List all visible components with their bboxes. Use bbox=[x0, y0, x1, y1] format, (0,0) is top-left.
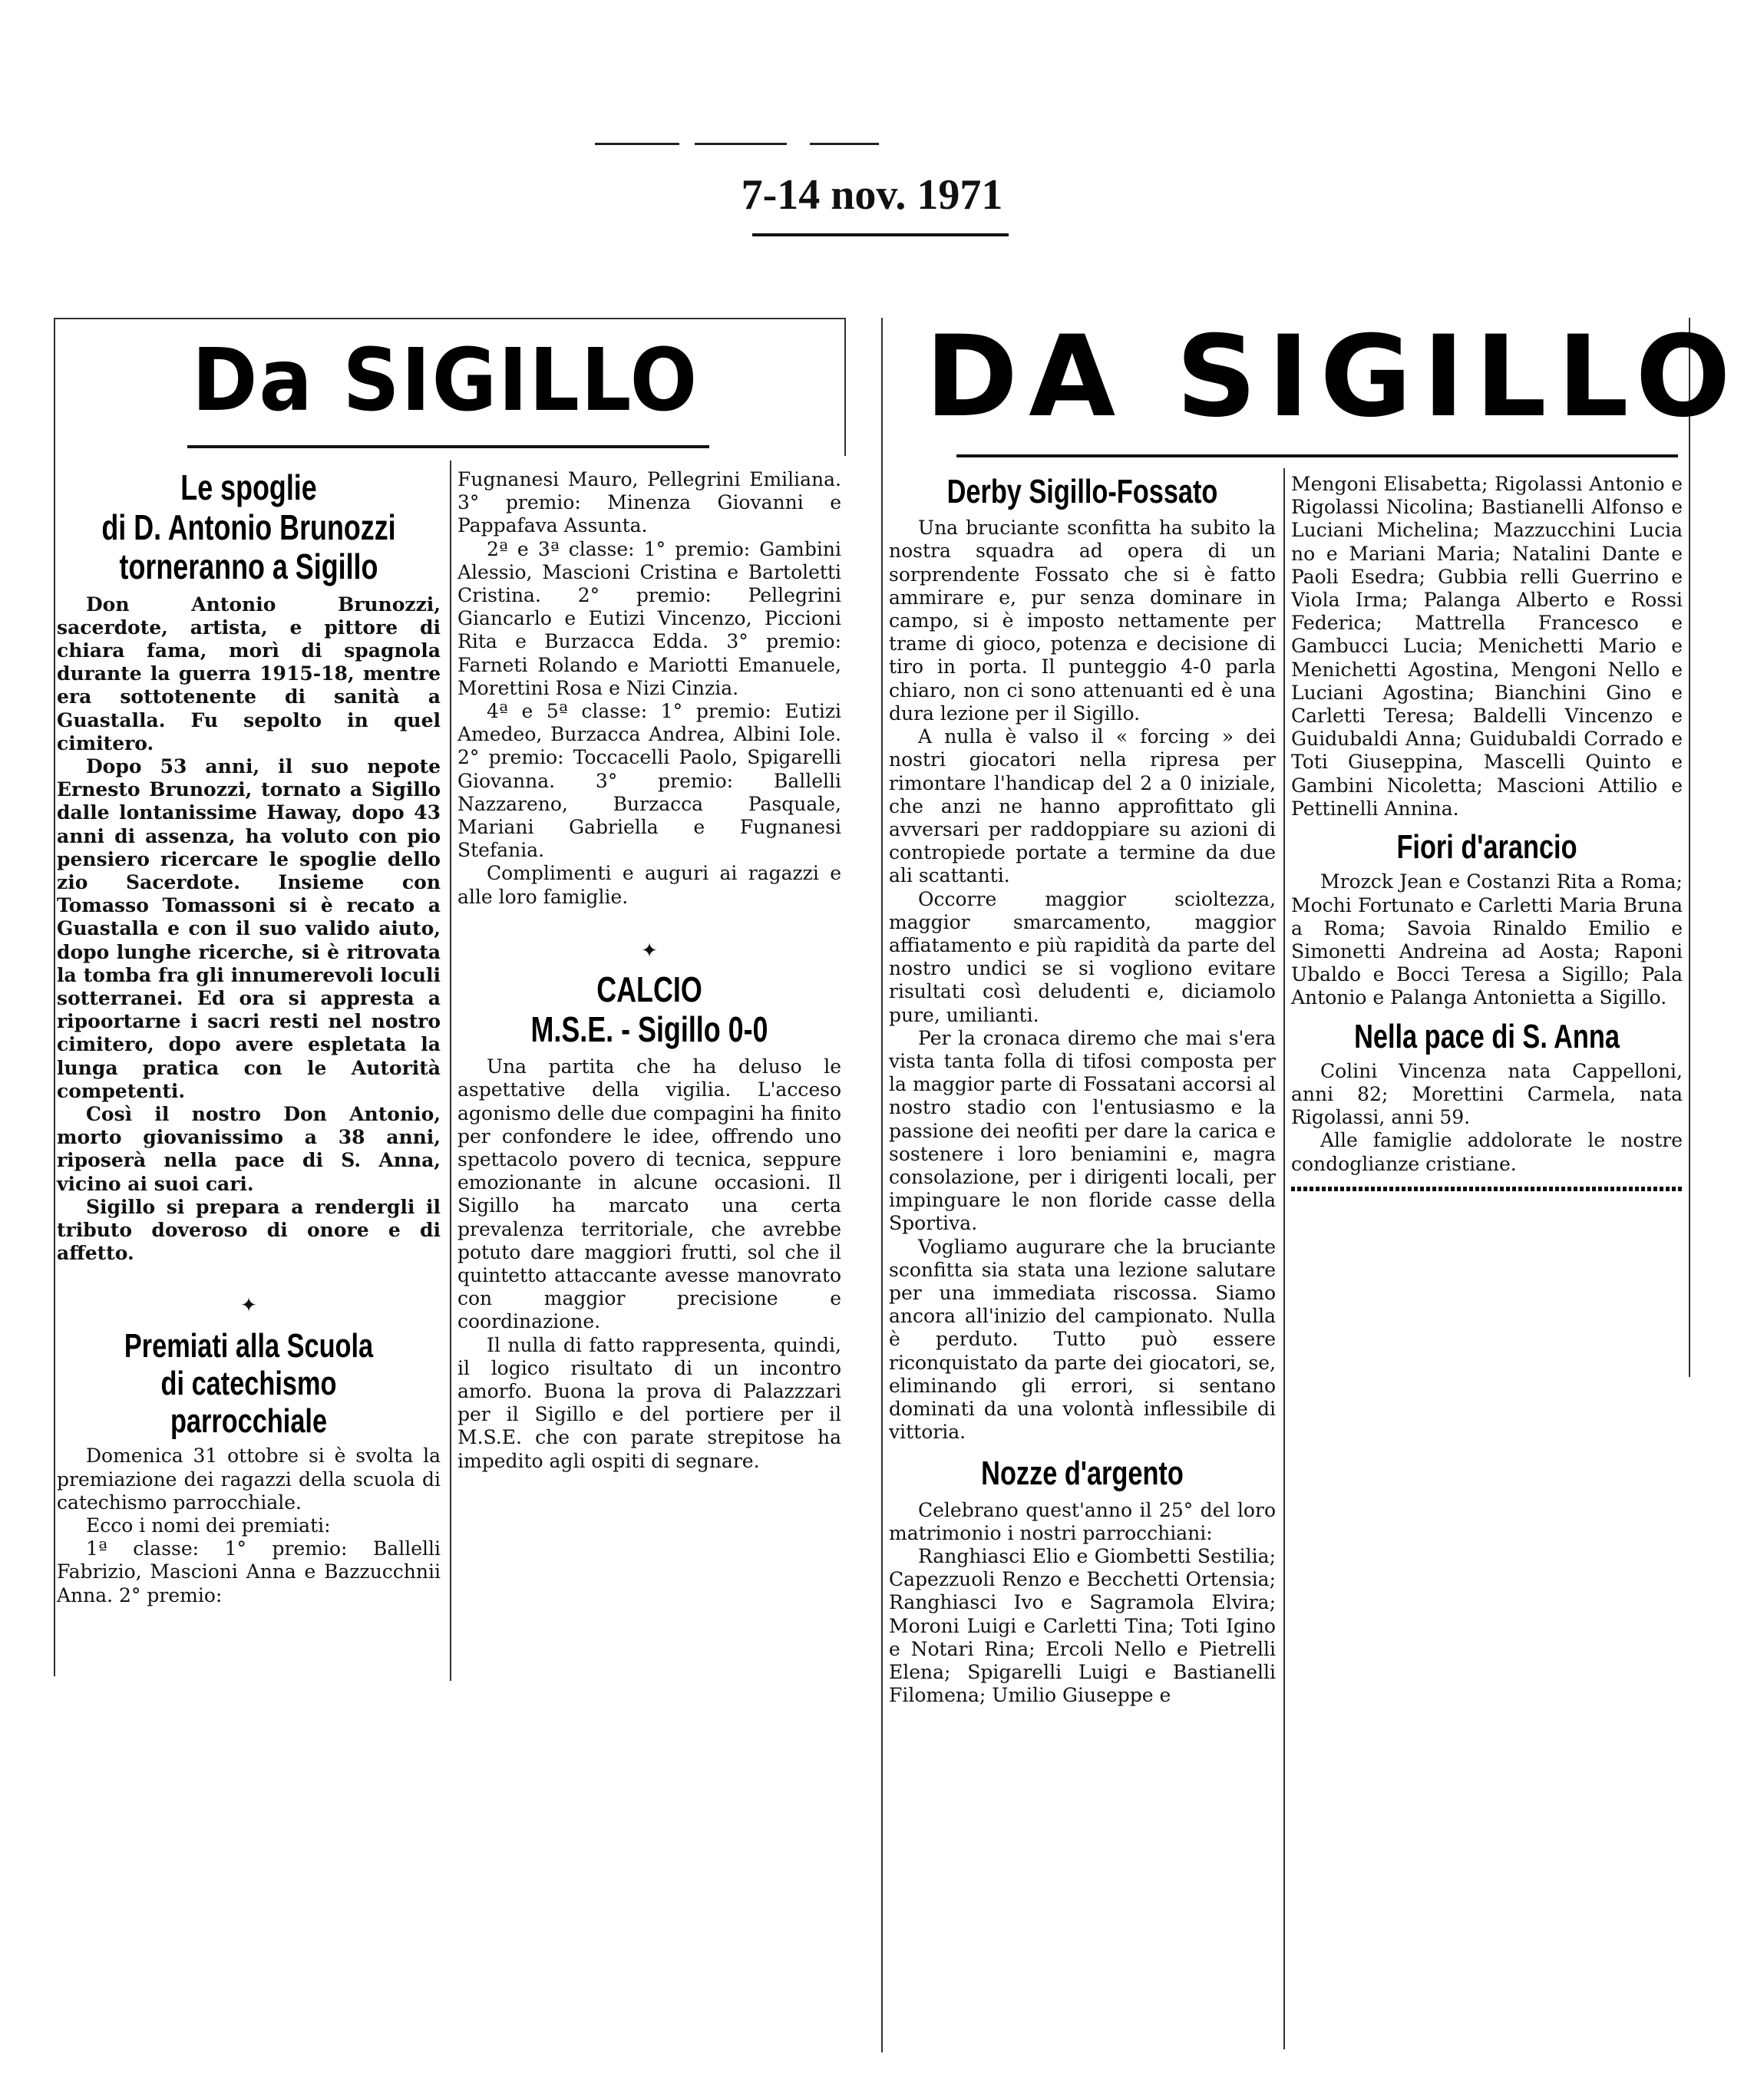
left-masthead: Da SIGILLO bbox=[192, 331, 699, 431]
premiati-cont-para-2: 2ª e 3ª classe: 1° premio: Gambini Alessio, Mascioni Cristina e Bartoletti Cristina. 2° premio: Pellegrini Giancarlo e Eutizi Vincenzo, Piccioni Rita e Burzacca Edda. 3° premio: Farneti Rolando e Mariotti Emanuele, Morettini Rosa e Nizi Cinzia. bbox=[457, 537, 841, 699]
nozze-continued bbox=[1291, 473, 1683, 821]
page-date: 7-14 nov. 1971 bbox=[741, 171, 1003, 219]
derby-para-3: Occorre maggior scioltezza, maggior smarcamento, maggior affiatamento e più rapidità da parte del nostro undici se si vogliono evitare risultati così deludenti e, diciamolo pure, umilianti. bbox=[889, 887, 1276, 1026]
date-underline bbox=[752, 233, 1009, 236]
right-frame-left bbox=[881, 318, 883, 2052]
headline-premiati: Premiati alla Scuola di catechismo parrocchiale bbox=[124, 1326, 374, 1441]
article-premiati-body bbox=[57, 1445, 441, 1606]
headline-nozze: Nozze d'argento bbox=[981, 1454, 1184, 1493]
nozze-para-2: Ranghiasci Elio e Giombetti Sestilia; Capezzuoli Renzo e Becchetti Ortensia; Ranghiasci Ivo e Sagramola Elvira; Moroni Luigi e Carletti Tina; Toti Igino e Notari Rina; Ercoli Nello e Pietrelli Elena; Spigarelli Luigi e Bastianelli Filomena; Umilio Giuseppe e bbox=[889, 1545, 1276, 1707]
premiati-cont-para-1: Fugnanesi Mauro, Pellegrini Emiliana. 3° premio: Minenza Giovanni e Pappafava Assunta. bbox=[457, 468, 841, 537]
headline-derby: Derby Sigillo-Fossato bbox=[946, 473, 1218, 510]
left-col-1 bbox=[57, 468, 441, 1607]
top-dash-1 bbox=[595, 143, 679, 145]
left-frame-left bbox=[54, 318, 55, 1676]
left-frame-top bbox=[54, 318, 846, 319]
right-col-1 bbox=[889, 473, 1276, 1707]
brunozzi-para-3: Così il nostro Don Antonio, morto giovanissimo a 38 anni, riposerà nella pace di S. Anna, vicino ai suoi cari. bbox=[57, 1103, 441, 1195]
top-dash-2 bbox=[695, 143, 787, 145]
premiati-cont-para-3: 4ª e 5ª classe: 1° premio: Eutizi Amedeo, Burzacca Andrea, Albini Iole. 2° premio: Toccacelli Paolo, Spigarelli Giovanna. 3° premio: Ballelli Nazzareno, Burzacca Pasquale, Mariani Gabriella e Fugnanesi Stefania. bbox=[457, 700, 841, 862]
premiati-para-1: Domenica 31 ottobre si è svolta la premiazione dei ragazzi della scuola di catechismo parrocchiale. bbox=[57, 1445, 441, 1514]
dotted-end-rule bbox=[1291, 1187, 1683, 1191]
article-derby-body bbox=[889, 517, 1276, 1444]
article-fiori-body bbox=[1291, 870, 1683, 1009]
left-masthead-rule bbox=[187, 445, 709, 448]
article-brunozzi-body bbox=[57, 593, 441, 1266]
right-column-divider bbox=[1283, 468, 1285, 2049]
headline-calcio: CALCIO M.S.E. - Sigillo 0-0 bbox=[530, 969, 768, 1049]
fiori-para-1: Mrozck Jean e Costanzi Rita a Roma; Mochi Fortunato e Carletti Maria Bruna a Roma; Savoia Rinaldo Emilio e Simonetti Andreina ad Aosta; Raponi Ubaldo e Bocci Teresa a Sigillo; Pala Antonio e Palanga Antonietta a Sigillo. bbox=[1291, 870, 1683, 1009]
right-col-2 bbox=[1291, 473, 1683, 1191]
premiati-continued bbox=[457, 468, 841, 909]
separator-star-right: ✦ bbox=[641, 939, 658, 963]
article-nozze-body bbox=[889, 1499, 1276, 1708]
left-col-2 bbox=[457, 468, 841, 1473]
nozze-cont-para-1: Mengoni Elisabetta; Rigolassi Antonio e Rigolassi Nicolina; Bastianelli Alfonso e Luciani Michelina; Mazzucchini Lucia no e Mariani Maria; Natalini Dante e Paoli Esedra; Gubbia relli Guerrino e Viola Irma; Palanga Alberto e Rossi Federica; Mattrella Francesco e Gambucci Lucia; Menichetti Mario e Menichetti Agostina, Mengoni Nello e Luciani Agostina; Bianchini Gino e Carletti Teresa; Baldelli Vincenzo e Guidubaldi Anna; Guidubaldi Corrado e Toti Giuseppina, Mascelli Quinto e Gambini Nicoletta; Mascioni Attilio e Pettinelli Annina. bbox=[1291, 473, 1683, 820]
right-masthead-rule bbox=[956, 454, 1678, 457]
brunozzi-para-2: Dopo 53 anni, il suo nepote Ernesto Brunozzi, tornato a Sigillo dalle lontanissime Haway, dopo 43 anni di assenza, ha voluto con pio pensiero ricercare le spoglie dello zio Sacerdote. Insieme con Tomasso Tomassoni si è recato a Guastalla e con il suo valido aiuto, dopo lunghe ricerche, si è ritrovata la tomba fra gli innumerevoli loculi sotterranei. Ed ora si appresta a ripoortarne i sacri resti nel nostro cimitero, dopo avere espletata la lunga pratica con le Autorità competenti. bbox=[57, 754, 441, 1102]
headline-fiori: Fiori d'arancio bbox=[1396, 828, 1577, 867]
brunozzi-para-1: Don Antonio Brunozzi, sacerdote, artista, e pittore di chiara fama, morì di spagnola durante la guerra 1915-18, mentre era sottotenente di sanità a Guastalla. Fu sepolto in quel cimitero. bbox=[57, 593, 441, 754]
separator-star-left: ✦ bbox=[240, 1294, 257, 1318]
headline-pace: Nella pace di S. Anna bbox=[1354, 1017, 1620, 1055]
premiati-para-3: 1ª classe: 1° premio: Ballelli Fabrizio, Mascioni Anna e Bazzucchnii Anna. 2° premio: bbox=[57, 1537, 441, 1606]
headline-brunozzi: Le spoglie di D. Antonio Brunozzi torneranno a Sigillo bbox=[101, 467, 396, 587]
pace-para-1: Colini Vincenza nata Cappelloni, anni 82; Morettini Carmela, nata Rigolassi, anni 59. bbox=[1291, 1059, 1683, 1129]
derby-para-1: Una bruciante sconfitta ha subito la nostra squadra ad opera di un sorprendente Fossato che si è fatto ammirare e, pur senza dominare in campo, si è imposto nettamente per trame di gioco, potenza e decisione di tiro in porta. Il punteggio 4-0 parla chiaro, non ci sono attenuanti ed è una dura lezione per il Sigillo. bbox=[889, 517, 1276, 725]
left-frame-right bbox=[844, 318, 846, 456]
derby-para-5: Vogliamo augurare che la bruciante sconfitta sia stata una lezione salutare per una immediata riscossa. Siamo ancora all'inizio del campionato. Nulla è perduto. Tutto può essere riconquistato da parte dei giocatori, se, eliminando gli errori, si sentano dominati da una volontà inflessibile di vittoria. bbox=[889, 1235, 1276, 1444]
calcio-para-2: Il nulla di fatto rappresenta, quindi, il logico risultato di un incontro amorfo. Buona la prova di Palazzzari per il Sigillo e del portiere per il M.S.E. che con parate strepitose ha impedito agli ospiti di segnare. bbox=[457, 1333, 841, 1472]
derby-para-2: A nulla è valso il « forcing » dei nostri giocatori nella ripresa per rimontare l'handicap del 2 a 0 iniziale, che anzi ne hanno approfittato gli avversari per raddoppiare su azioni di contropiede portate a termine da due ali scattanti. bbox=[889, 725, 1276, 887]
pace-para-2: Alle famiglie addolorate le nostre condoglianze cristiane. bbox=[1291, 1129, 1683, 1175]
top-dash-3 bbox=[810, 143, 879, 145]
premiati-cont-para-4: Complimenti e auguri ai ragazzi e alle loro famiglie. bbox=[457, 862, 841, 908]
premiati-para-2: Ecco i nomi dei premiati: bbox=[86, 1514, 331, 1537]
article-pace-body bbox=[1291, 1060, 1683, 1176]
right-masthead: DA SIGILLO bbox=[925, 312, 1742, 442]
brunozzi-para-4: Sigillo si prepara a rendergli il tributo doveroso di onore e di affetto. bbox=[57, 1195, 441, 1265]
right-frame-right bbox=[1689, 318, 1690, 1377]
left-column-divider bbox=[450, 461, 451, 1681]
calcio-para-1: Una partita che ha deluso le aspettative della vigilia. L'acceso agonismo delle due compagini ha finito per confondere le idee, offrendo uno spettacolo povero di tecnica, seppure emozionante in alcune occasioni. Il Sigillo ha marcato una certa prevalenza territoriale, che avrebbe potuto dare maggiori frutti, sol che il quintetto attaccante avesse manovrato con maggior precisione e coordinazione. bbox=[457, 1055, 841, 1333]
derby-para-4: Per la cronaca diremo che mai s'era vista tanta folla di tifosi composta per la maggior parte di Fossatani accorsi al nostro stadio con l'entusiasmo e la passione dei neofiti per dare la carica e sostenere i loro beniamini e, magra consolazione, per i dirigenti locali, per impinguare le non floride casse della Sportiva. bbox=[889, 1026, 1276, 1235]
nozze-para-1: Celebrano quest'anno il 25° del loro matrimonio i nostri parrocchiani: bbox=[889, 1498, 1276, 1544]
article-calcio-body bbox=[457, 1055, 841, 1473]
